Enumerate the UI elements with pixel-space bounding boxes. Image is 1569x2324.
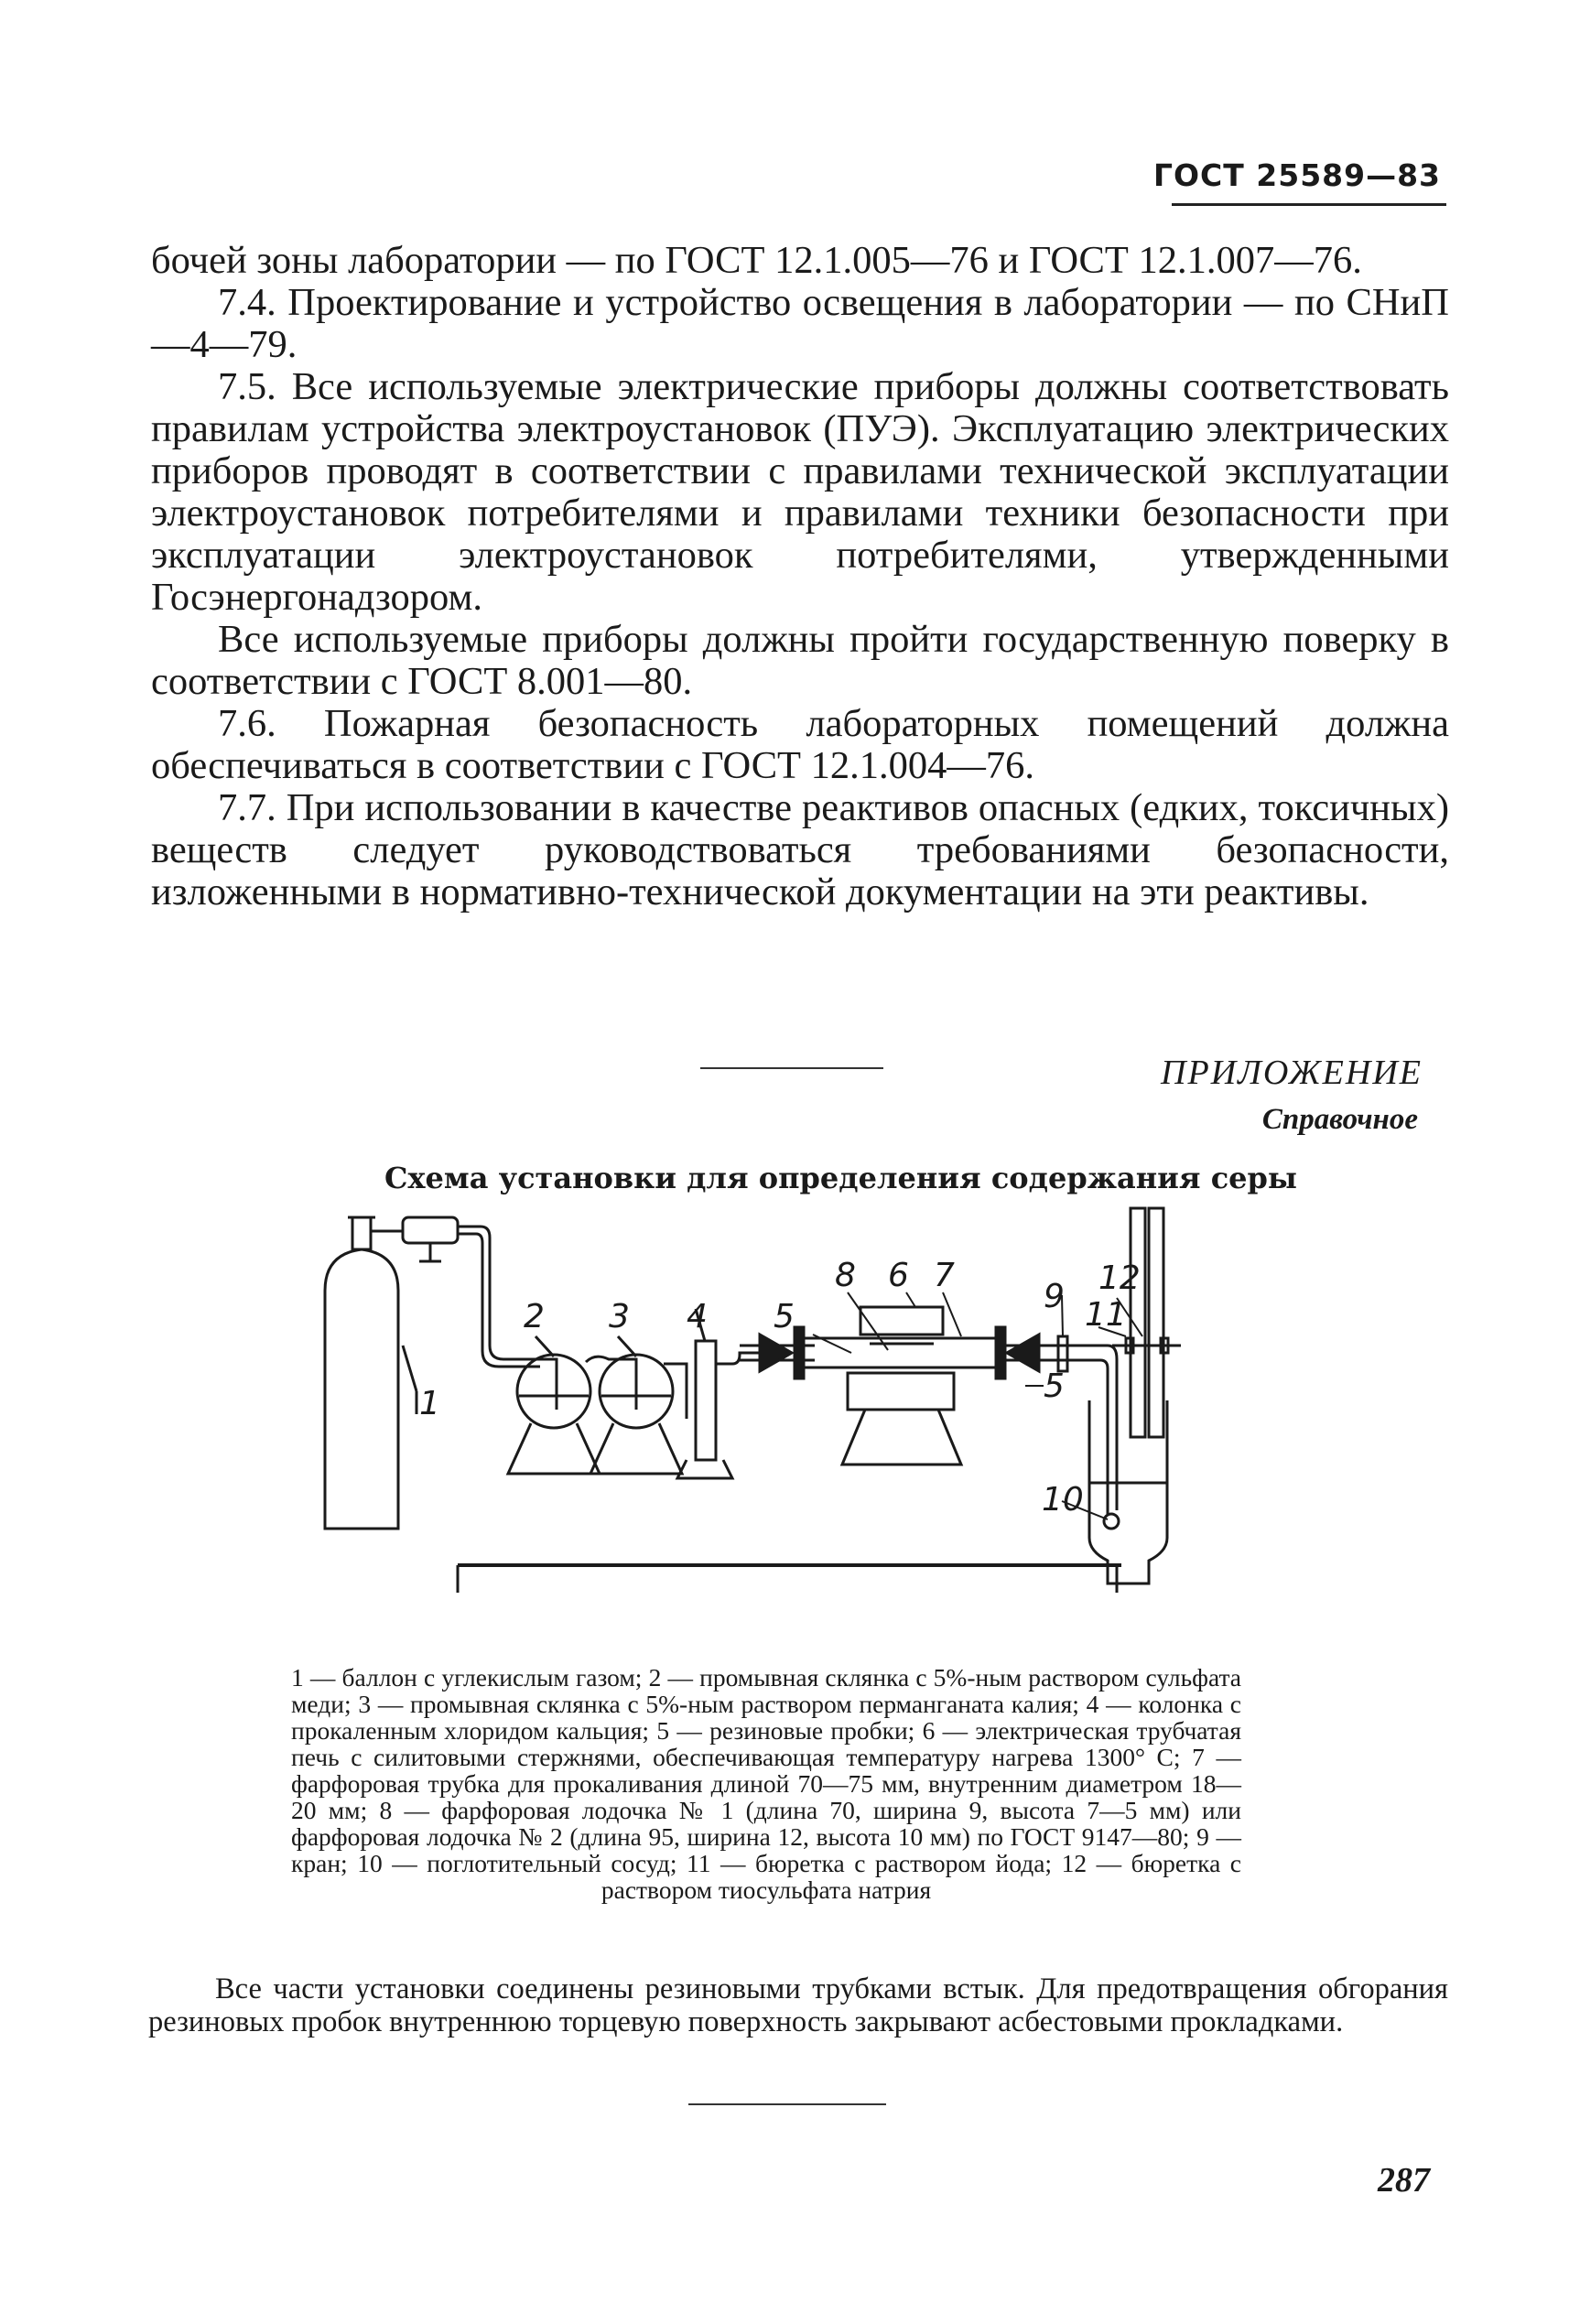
label-9: 9 [1044, 1278, 1065, 1315]
wash-bottle-2 [508, 1336, 600, 1474]
appendix-title: ПРИЛОЖЕНИЕ [1161, 1054, 1423, 1092]
paragraph-7-6: 7.6. Пожарная безопасность лабораторных помещений должна обеспечиваться в соответствии с ГОСТ 12.1.004—76. [151, 702, 1449, 787]
label-2: 2 [524, 1298, 545, 1335]
gas-cylinder [325, 1217, 540, 1529]
appendix-subtitle: Справочное [1261, 1103, 1418, 1136]
document-header: ГОСТ 25589—83 [1152, 157, 1441, 193]
paragraph-7-4: 7.4. Проектирование и устройство освещения в лаборатории — по СНиП—4—79. [151, 281, 1449, 366]
figure-caption [291, 1664, 1241, 1903]
label-8: 8 [835, 1257, 856, 1294]
closing-paragraph: Все части установки соединены резиновыми трубками встык. Для предотвращения обгорания резиновых пробок внутреннюю торцевую поверхность закрывают асбестовыми прокладками. [148, 1973, 1448, 2038]
label-12: 12 [1098, 1259, 1141, 1297]
footer-divider [688, 2103, 886, 2105]
paragraph-verification: Все используемые приборы должны пройти государственную поверку в соответствии с ГОСТ 8.001—80. [151, 618, 1449, 703]
figure-title: Схема установки для определения содержания серы [384, 1161, 1297, 1195]
section-divider [700, 1067, 883, 1069]
label-6: 6 [888, 1257, 909, 1294]
paragraph-1: бочей зоны лаборатории — по ГОСТ 12.1.005—76 и ГОСТ 12.1.007—76. [151, 239, 1362, 282]
header-rule [1172, 203, 1446, 206]
body-text [151, 240, 1449, 913]
label-11: 11 [1085, 1296, 1127, 1334]
tap-and-absorber [1005, 1336, 1167, 1584]
label-5-right: 5 [1044, 1367, 1065, 1405]
figure-legend: 1 — баллон с углекислым газом; 2 — промывная склянка с 5%-ным раствором сульфата меди; 3 — промывная склянка с 5%-ным раствором перманганата калия; 4 — колонка с прокаленным хлоридом кальция; 5 — резиновые пробки; 6 — электрическая трубчатая печь с силитовыми стержнями, обеспечивающая температуру нагрева 1300° С; 7 — фарфоровая трубка для прокаливания длиной 70—75 мм, внутренним диаметром 18—20 мм; 8 — фарфоровая лодочка № 1 (длина 70, ширина 9, высота 7—5 мм) или фарфоровая лодочка № 2 (длина 95, ширина 12, высота 10 мм) по ГОСТ 9147—80; 9 — кран; 10 — поглотительный сосуд; 11 — бюретка с раствором йода; 12 — бюретка с раствором тиосульфата натрия [291, 1663, 1241, 1904]
wash-bottle-3 [586, 1336, 687, 1474]
paragraph-7-5: 7.5. Все используемые электрические приборы должны соответствовать правилам устройства электроустановок (ПУЭ). Эксплуатацию электрических приборов проводят в соответствии с правилами технической эксплуатации электроустановок потребителями и правилами техники безопасности при эксплуатации электроустановок потребителями, утвержденными Госэнергонадзором. [151, 365, 1449, 619]
closing-text [148, 1973, 1448, 2038]
label-3: 3 [609, 1298, 630, 1335]
page-number: 287 [1378, 2161, 1430, 2200]
label-5-left: 5 [774, 1298, 795, 1335]
apparatus-diagram [302, 1199, 1282, 1657]
label-7: 7 [934, 1257, 955, 1294]
paragraph-7-7: 7.7. При использовании в качестве реактивов опасных (едких, токсичных) веществ следует руководствоваться требованиями безопасности, изложенными в нормативно-технической документации на эти реактивы. [151, 786, 1449, 913]
label-4: 4 [687, 1298, 708, 1335]
label-10: 10 [1042, 1481, 1084, 1519]
label-1: 1 [419, 1385, 440, 1422]
